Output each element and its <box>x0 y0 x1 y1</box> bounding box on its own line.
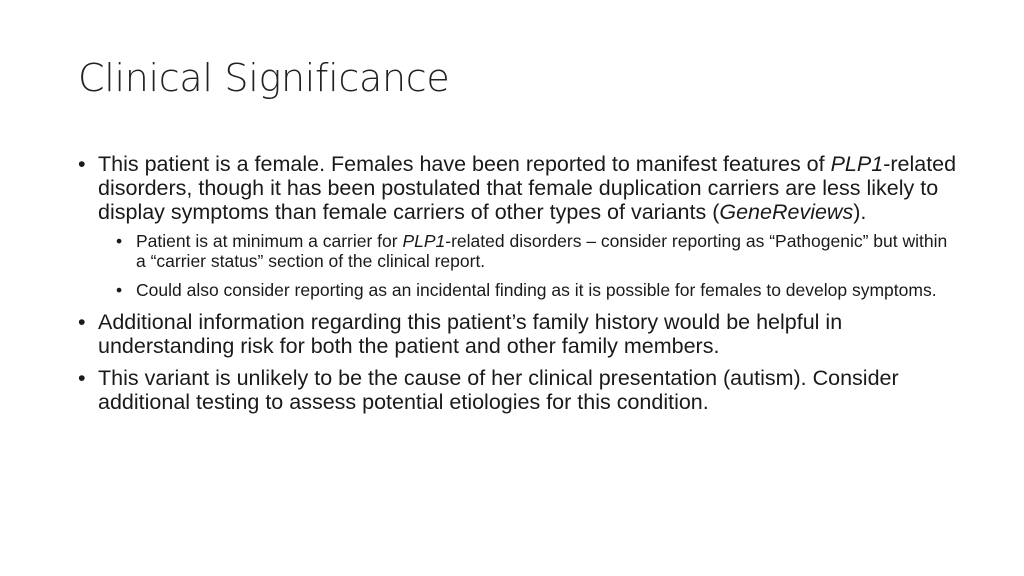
bullet-text: Additional information regarding this patient’s family history would be helpful in understanding risk for both the patient and other family members. <box>98 310 843 358</box>
sub-bullet-text: Could also consider reporting as an incidental finding as it is possible for females to develop symptoms. <box>136 280 937 300</box>
bullet-family-history <box>78 310 958 358</box>
sub-bullet-text: Patient is at minimum a carrier for <box>136 231 403 251</box>
bullet-text: -related disorders, though it has been postulated that female duplication carriers are less likely to display symptoms than female carriers of other types of variants ( <box>98 152 957 224</box>
bullet-text: This variant is unlikely to be the cause of her clinical presentation (autism). Consider additional testing to assess potential etiologies for this condition. <box>98 366 899 414</box>
bullet-variant-cause <box>78 366 958 414</box>
slide-title: Clinical Significance <box>78 56 450 100</box>
slide-content <box>78 152 958 414</box>
sub-bullet-carrier <box>78 231 958 271</box>
bullet-female-patient <box>78 152 958 224</box>
gene-name: PLP1 <box>402 231 446 251</box>
source-citation: GeneReviews <box>719 200 854 224</box>
bullet-text: This patient is a female. Females have been reported to manifest features of <box>98 152 831 176</box>
gene-name: PLP1 <box>830 152 884 176</box>
bullet-text: ). <box>853 200 867 224</box>
sub-bullet-text: -related disorders – consider reporting as “Pathogenic” but within a “carrier status” section of the clinical report. <box>136 231 948 271</box>
sub-bullet-incidental <box>78 280 958 300</box>
